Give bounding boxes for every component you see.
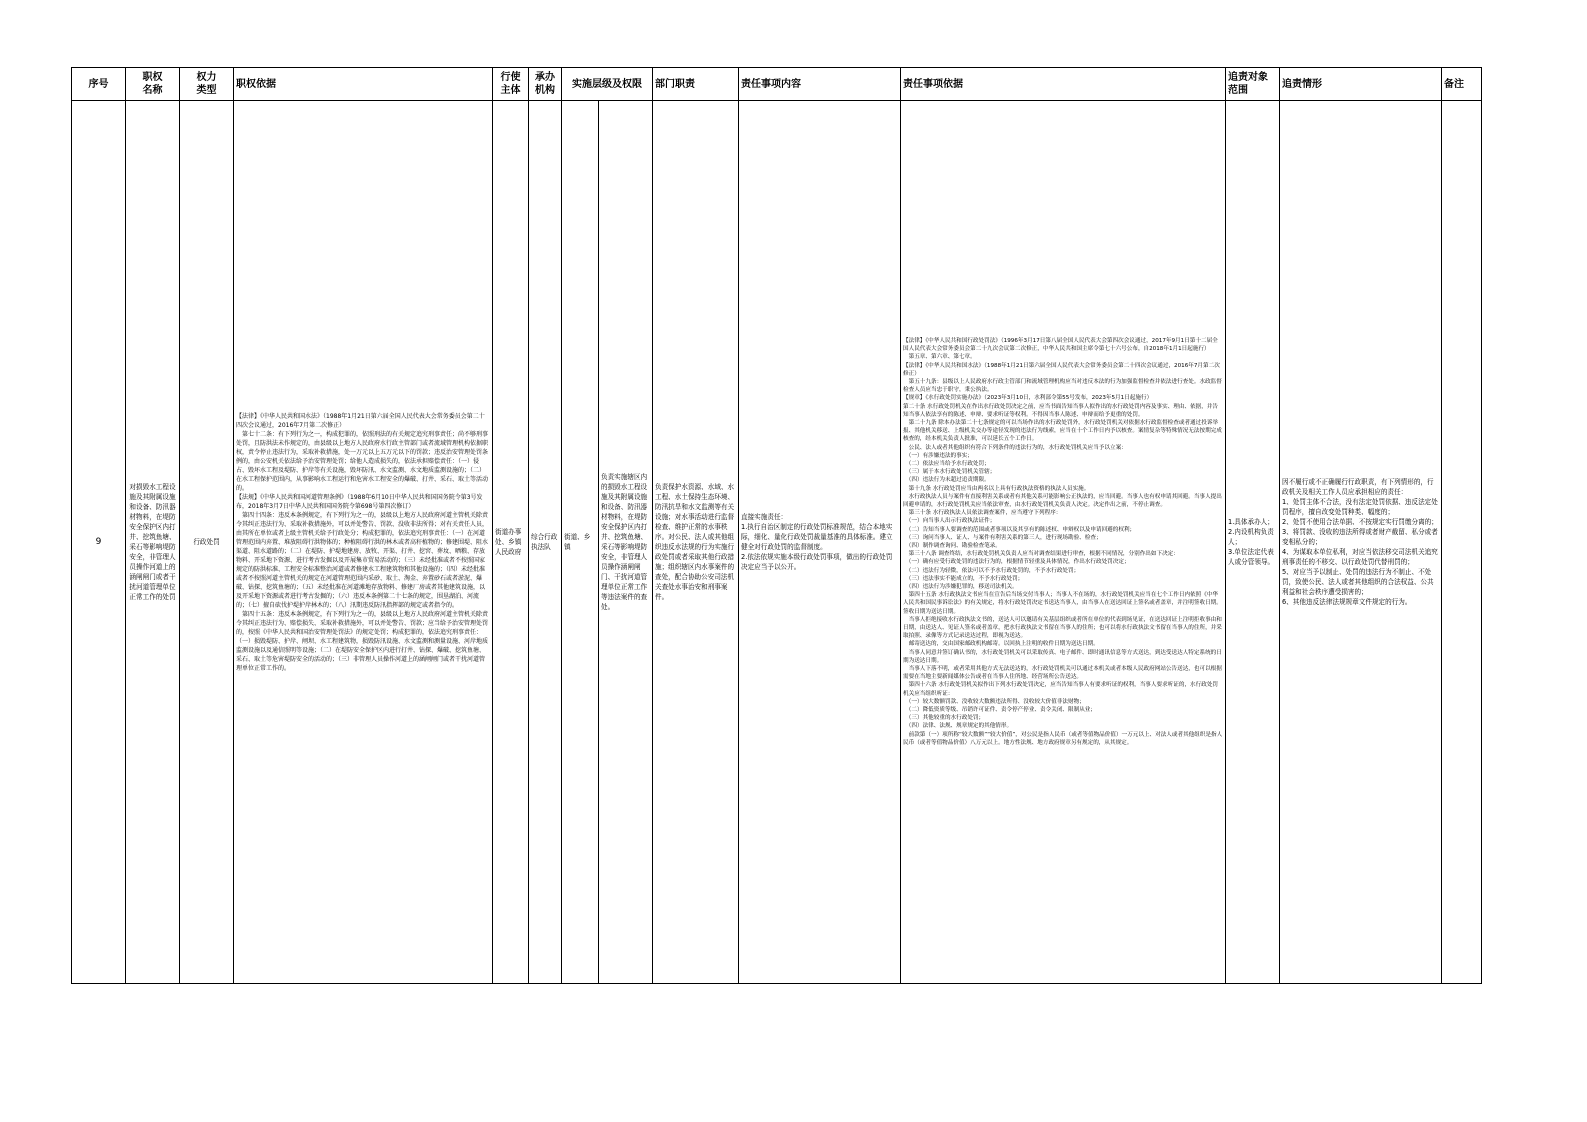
header-level-authority: 实施层级及权限 (562, 68, 653, 101)
cell-accountability-scope: 1.具体承办人； 2.内设机构负责人； 3.单位法定代表人或分管领导。 (1226, 101, 1280, 984)
header-department-duty: 部门职责 (653, 68, 739, 101)
cell-subject: 街道办事处、乡镇人民政府 (493, 101, 529, 984)
cell-responsibility-content: 直接实施责任： 1.执行自治区制定的行政处罚标准规范，结合本地实际，细化、量化行政处罚裁量基准的具体标准。建立健全对行政处罚的监督制度。 2.依法依规实施本级行政处罚事项，做出的行政处罚决定应当予以公开。 (739, 101, 901, 984)
power-list-table (71, 67, 1482, 984)
cell-power-basis: 【法律】《中华人民共和国水法》（1988年1月21日第六届全国人民代表大会常务委员会第二十四次会议通过，2016年7月第二次修正） 第七十二条：有下列行为之一，构成犯罪的，依照刑法的有关规定追究刑事责任；尚不够刑事处罚，且防洪法未作规定的，由县级以上地方人民政府水行政主管部门或者流域管理机构依据职权，责令停止违法行为，采取补救措施，处一万元以上五万元以下的罚款；违反治安管理处罚条例的，由公安机关依法给予治安管理处罚；给他人造成损失的，依法承担赔偿责任：（一）侵占、毁坏水工程及堤防、护岸等有关设施，毁坏防汛、水文监测、水文地质监测设施的；（二）在水工程保护范围内，从事影响水工程运行和危害水工程安全的爆破、打井、采石、取土等活动的。 【法规】《中华人民共和国河道管理条例》（1988年6月10日中华人民共和国国务院令第3号发布，2018年3月7日中华人民共和国国务院令第698号第四次修订） 第四十四条：违反本条例规定，有下列行为之一的，县级以上地方人民政府河道主管机关除责令其纠正违法行为、采取补救措施外，可以并处警告、罚款、没收非法所得；对有关责任人员，由其所在单位或者上级主管机关给予行政处分；构成犯罪的，依法追究刑事责任：（一）在河道管理范围内弃置、堆放阻碍行洪物体的；种植阻碍行洪的林木或者高秆植物的；修建围堤、阻水渠道、阻水道路的；（二）在堤防、护堤地建房、放牧、开渠、打井、挖窖、葬坟、晒粮、存放物料、开采地下资源、进行考古发掘以及开展集市贸易活动的；（三）未经批准或者不按照国家规定的防洪标准、工程安全标准整治河道或者修建水工程建筑物和其他设施的；（四）未经批准或者不按照河道主管机关的规定在河道管理范围内采砂、取土、淘金、弃置砂石或者淤泥、爆破、钻探、挖筑鱼塘的；（五）未经批准在河道滩地存放物料、修建厂房或者其他建筑设施，以及开采地下资源或者进行考古发掘的；（六）违反本条例第二十七条的规定，围垦湖泊、河流的；（七）擅自砍伐护堤护岸林木的；（八）汛期违反防汛指挥部的规定或者指令的。 第四十五条：违反本条例规定，有下列行为之一的，县级以上地方人民政府河道主管机关除责令其纠正违法行为、赔偿损失、采取补救措施外，可以并处警告、罚款；应当给予治安管理处罚的，按照《中华人民共和国治安管理处罚法》的规定处罚；构成犯罪的，依法追究刑事责任：（一）损毁堤防、护岸、闸坝、水工程建筑物，损毁防汛设施、水文监测和测量设施、河岸地质监测设施以及通信照明等设施；（二）在堤防安全保护区内进行打井、钻探、爆破、挖筑鱼塘、采石、取土等危害堤防安全的活动的；（三）非管理人员操作河道上的涵闸闸门或者干扰河道管理单位正常工作的。 (234, 101, 493, 984)
header-power-basis: 职权依据 (234, 68, 493, 101)
cell-accountability-situation: 因不履行或不正确履行行政职责，有下列情形的，行政机关及相关工作人员应承担相应的责任： 1、处罚主体不合法，没有法定处罚依据、违反法定处罚程序，擅自改变处罚种类、幅度的； 2、处罚不使用合法单据、不按规定实行罚缴分离的； 3、将罚款、没收的违法所得或者财产截留、私分或者变相私分的； 4、为谋取本单位私利，对应当依法移交司法机关追究刑事责任的不移交、以行政处罚代替刑罚的； 5、对应当予以制止、处罚的违法行为不制止、不处罚，致使公民、法人或者其他组织的合法权益、公共利益和社会秩序遭受损害的； 6、其他违反法律法规规章文件规定的行为。 (1280, 101, 1442, 984)
header-remark: 备注 (1442, 68, 1482, 101)
cell-seq: 9 (72, 101, 126, 984)
header-accountability-scope: 追责对象 范围 (1226, 68, 1280, 101)
cell-power-type: 行政处罚 (180, 101, 234, 984)
cell-remark (1442, 101, 1482, 984)
header-seq: 序号 (72, 68, 126, 101)
cell-responsibility-basis: 【法律】《中华人民共和国行政处罚法》（1996年3月17日第八届全国人民代表大会第四次会议通过，2017年9月1日第十二届全国人民代表大会常务委员会第二十九次会议第二次修正，中华人民共和国主席令第七十六号公布，自2018年1月1日起施行） 第五章、第六章、第七章。 【法律】《中华人民共和国水法》（1988年1月21日第六届全国人民代表大会常务委员会第二十四次会议通过，2016年7月第二次修正） 第五十九条：县级以上人民政府水行政主管部门和流域管理机构应当对违反本法的行为加强监督检查并依法进行查处。水政监督检查人员应当忠于职守，秉公执法。 【规章】《水行政处罚实施办法》（2023年3月10日，水利部令第55号发布，2023年5月1日起施行） 第二十条 水行政处罚机关在作出水行政处罚决定之前，应当书面告知当事人拟作出的水行政处罚内容及事实、理由、依据，并告知当事人依法享有的陈述、申辩、要求听证等权利。不得因当事人陈述、申辩而给予更重的处罚。 第二十九条 除本办法第二十七条规定的可以当场作出的水行政处罚外，水行政处罚机关对依据水行政监督检查或者通过投诉举报、其他机关移送、上级机关交办等途径发现的违法行为线索，应当在十个工作日内予以核查。案情复杂等特殊情况无法按期完成核查的，经本机关负责人批准，可以延长五个工作日。 公民、法人或者其他组织有符合下列条件的违法行为的，水行政处罚机关应当予以立案： （一）有涉嫌违法的事实； （二）依法应当给予水行政处罚； （三）属于本水行政处罚机关管辖； （四）违法行为未超过追责期限。 第十九条 水行政处罚应当由两名以上具有行政执法资格的执法人员实施。 水行政执法人员与案件有直接利害关系或者有其他关系可能影响公正执法的，应当回避。当事人也有权申请其回避。当事人提出回避申请的，水行政处罚机关应当依法审查，由水行政处罚机关负责人决定。决定作出之前，不停止调查。 第三十条 水行政执法人员依法调查案件，应当遵守下列程序： （一）向当事人出示行政执法证件； （二）告知当事人要调查的范围或者事项以及其享有的陈述权、申辩权以及申请回避的权利； （三）询问当事人、证人、与案件有利害关系的第三人，进行现场勘验、检查； （四）制作调查询问、勘验检查笔录。 第三十八条 调查终结，水行政处罚机关负责人应当对调查结果进行审查，根据不同情况，分别作出如下决定： （一）确有应受行政处罚的违法行为的，根据情节轻重及具体情况，作出水行政处罚决定； （二）违法行为轻微，依法可以不予水行政处罚的，不予水行政处罚； （三）违法事实不能成立的，不予水行政处罚； （四）违法行为涉嫌犯罪的，移送司法机关。 第四十五条 水行政执法文书应当在宣告后当场交付当事人；当事人不在场的，水行政处罚机关应当在七个工作日内依照《中华人民共和国民事诉讼法》的有关规定，将水行政处罚决定书送达当事人，由当事人在送达回证上签名或者盖章，并注明签收日期。签收日期为送达日期。 当事人拒绝接收水行政执法文书的，送达人可以邀请有关基层组织或者所在单位的代表到场见证，在送达回证上注明拒收事由和日期，由送达人、见证人签名或者盖章，把水行政执法文书留在当事人的住所；也可以将水行政执法文书留在当事人的住所，并采取拍照、录像等方式记录送达过程，即视为送达。 邮寄送达的，交由国家邮政机构邮寄。以回执上注明的收件日期为送达日期。 当事人同意并签订确认书的，水行政处罚机关可以采取传真、电子邮件、即时通讯信息等方式送达，到达受送达人特定系统的日期为送达日期。 当事人下落不明，或者采用其他方式无法送达的，水行政处罚机关可以通过本机关或者本级人民政府网站公告送达，也可以根据需要在当地主要新闻媒体公告或者在当事人住所地、经营场所公告送达。 第四十六条 水行政处罚机关拟作出下列水行政处罚决定，应当告知当事人有要求听证的权利，当事人要求听证的，水行政处罚机关应当组织听证： （一）较大数额罚款、没收较大数额违法所得、没收较大价值非法财物； （二）降低资质等级、吊销许可证件、责令停产停业、责令关闭、限制从业； （三）其他较重的水行政处罚； （四）法律、法规、规章规定的其他情形。 前款第（一）项所称“较大数额”“较大价值”，对公民是指人民币（或者等值物品价值）一万元以上、对法人或者其他组织是指人民币（或者等值物品价值）八万元以上。地方性法规、地方政府规章另有规定的，从其规定。 (901, 101, 1226, 984)
cell-department-duty: 负责保护水资源、水域、水工程、水土保持生态环境、防汛抗旱和水文监测等有关设施；对水事活动进行监督检查、维护正常的水事秩序。对公民、法人或其他组织违反水法规的行为实施行政处罚或者采取其他行政措施；组织辖区内水事案件的查处，配合协助公安司法机关查处水事治安和刑事案件。 (653, 101, 739, 984)
table-row (72, 101, 1482, 984)
header-power-name: 职权 名称 (126, 68, 180, 101)
header-responsibility-content: 责任事项内容 (739, 68, 901, 101)
header-responsibility-basis: 责任事项依据 (901, 68, 1226, 101)
header-accountability-situation: 追责情形 (1280, 68, 1442, 101)
cell-undertaking-body: 综合行政执法队 (529, 101, 562, 984)
cell-level: 街道、乡镇 (562, 101, 599, 984)
cell-level-detail: 负责实施辖区内的损毁水工程设施及其附属设施和设备、防汛器材物料，在堤防安全保护区内打井、挖筑鱼塘、采石等影响堤防安全，非管理人员操作涵闸闸门、干扰河道管理单位正常工作等违法案件的查处。 (599, 101, 653, 984)
header-power-type: 权力 类型 (180, 68, 234, 101)
table-header-row (72, 68, 1482, 101)
cell-power-name: 对损毁水工程设施及其附属设施和设备、防汛器材物料，在堤防安全保护区内打井、挖筑鱼塘、采石等影响堤防安全，非管理人员操作河道上的涵闸闸门或者干扰河道管理单位正常工作的处罚 (126, 101, 180, 984)
header-undertaking-body: 承办 机构 (529, 68, 562, 101)
header-subject: 行使 主体 (493, 68, 529, 101)
